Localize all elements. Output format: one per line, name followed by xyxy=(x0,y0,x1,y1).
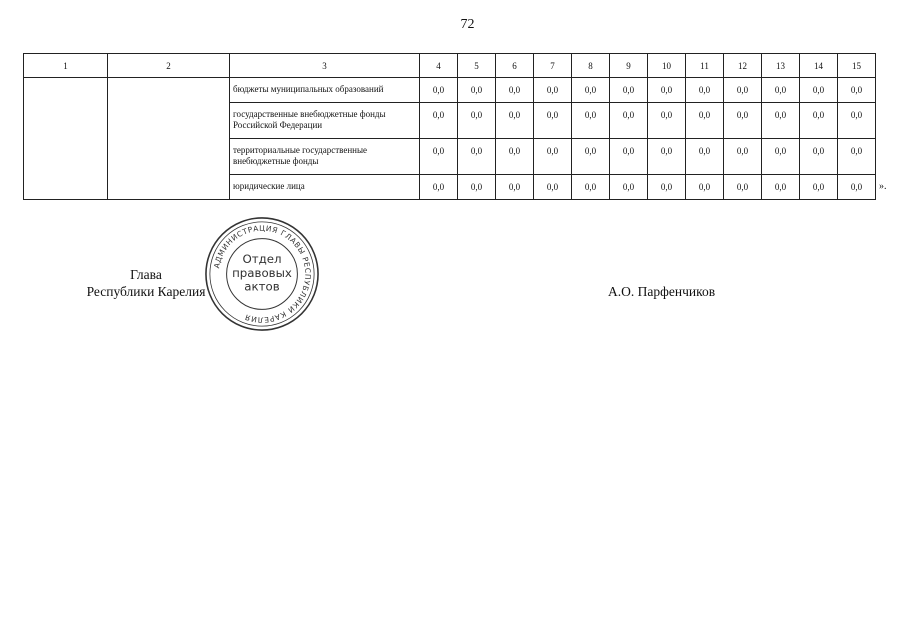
column-header: 4 xyxy=(420,54,458,78)
value-cell: 0,0 xyxy=(686,175,724,200)
value-cell: 0,0 xyxy=(534,78,572,103)
value-cell: 0,0 xyxy=(496,175,534,200)
value-cell: 0,0 xyxy=(686,139,724,175)
signatory-title-line1: Глава xyxy=(130,267,162,282)
column-header: 8 xyxy=(572,54,610,78)
value-cell: 0,0 xyxy=(458,139,496,175)
value-cell: 0,0 xyxy=(762,78,800,103)
signatory-title-line2: Республики Карелия xyxy=(86,284,206,299)
value-cell: 0,0 xyxy=(800,103,838,139)
value-cell: 0,0 xyxy=(610,175,648,200)
signatory-name: А.О. Парфенчиков xyxy=(608,284,716,299)
value-cell: 0,0 xyxy=(420,103,458,139)
signatory-title xyxy=(75,266,217,300)
value-cell: 0,0 xyxy=(420,175,458,200)
column-header: 15 xyxy=(838,54,876,78)
value-cell: 0,0 xyxy=(838,175,876,200)
value-cell: 0,0 xyxy=(496,139,534,175)
funding-source-label: бюджеты муниципальных образований xyxy=(230,78,420,103)
empty-cell-col1 xyxy=(24,78,108,200)
budget-table xyxy=(23,53,876,200)
column-header: 10 xyxy=(648,54,686,78)
table-row xyxy=(24,78,876,103)
value-cell: 0,0 xyxy=(458,78,496,103)
value-cell: 0,0 xyxy=(686,103,724,139)
value-cell: 0,0 xyxy=(724,78,762,103)
value-cell: 0,0 xyxy=(610,139,648,175)
value-cell: 0,0 xyxy=(572,78,610,103)
value-cell: 0,0 xyxy=(496,103,534,139)
funding-source-label: государственные внебюджетные фонды Российской Федерации xyxy=(230,103,420,139)
value-cell: 0,0 xyxy=(724,103,762,139)
stamp-center-line2: правовых xyxy=(232,265,292,280)
value-cell: 0,0 xyxy=(610,103,648,139)
official-stamp xyxy=(203,215,321,333)
column-header: 7 xyxy=(534,54,572,78)
value-cell: 0,0 xyxy=(838,103,876,139)
value-cell: 0,0 xyxy=(762,139,800,175)
header-row xyxy=(24,54,876,78)
value-cell: 0,0 xyxy=(800,175,838,200)
value-cell: 0,0 xyxy=(762,103,800,139)
value-cell: 0,0 xyxy=(534,175,572,200)
column-header: 13 xyxy=(762,54,800,78)
value-cell: 0,0 xyxy=(648,103,686,139)
value-cell: 0,0 xyxy=(534,139,572,175)
value-cell: 0,0 xyxy=(458,175,496,200)
value-cell: 0,0 xyxy=(800,78,838,103)
value-cell: 0,0 xyxy=(648,78,686,103)
value-cell: 0,0 xyxy=(724,175,762,200)
value-cell: 0,0 xyxy=(610,78,648,103)
value-cell: 0,0 xyxy=(420,139,458,175)
value-cell: 0,0 xyxy=(648,139,686,175)
stamp-ring-text: АДМИНИСТРАЦИЯ ГЛАВЫ РЕСПУБЛИКИ КАРЕЛИЯ xyxy=(212,223,313,325)
column-header: 12 xyxy=(724,54,762,78)
value-cell: 0,0 xyxy=(420,78,458,103)
value-cell: 0,0 xyxy=(572,175,610,200)
value-cell: 0,0 xyxy=(572,139,610,175)
column-header: 11 xyxy=(686,54,724,78)
empty-cell-col2 xyxy=(108,78,230,200)
value-cell: 0,0 xyxy=(572,103,610,139)
value-cell: 0,0 xyxy=(724,139,762,175)
column-header: 3 xyxy=(230,54,420,78)
funding-source-label: территориальные государственные внебюджетные фонды xyxy=(230,139,420,175)
value-cell: 0,0 xyxy=(800,139,838,175)
column-header: 9 xyxy=(610,54,648,78)
value-cell: 0,0 xyxy=(762,175,800,200)
column-header: 5 xyxy=(458,54,496,78)
stamp-center-line3: актов xyxy=(244,279,280,294)
column-header: 6 xyxy=(496,54,534,78)
value-cell: 0,0 xyxy=(648,175,686,200)
column-header: 2 xyxy=(108,54,230,78)
closing-quote: ». xyxy=(879,181,887,192)
value-cell: 0,0 xyxy=(838,139,876,175)
value-cell: 0,0 xyxy=(458,103,496,139)
value-cell: 0,0 xyxy=(686,78,724,103)
column-header: 14 xyxy=(800,54,838,78)
page-number: 72 xyxy=(460,17,475,32)
value-cell: 0,0 xyxy=(534,103,572,139)
stamp-center-line1: Отдел xyxy=(242,252,282,267)
value-cell: 0,0 xyxy=(496,78,534,103)
value-cell: 0,0 xyxy=(838,78,876,103)
column-header: 1 xyxy=(24,54,108,78)
funding-source-label: юридические лица xyxy=(230,175,420,200)
